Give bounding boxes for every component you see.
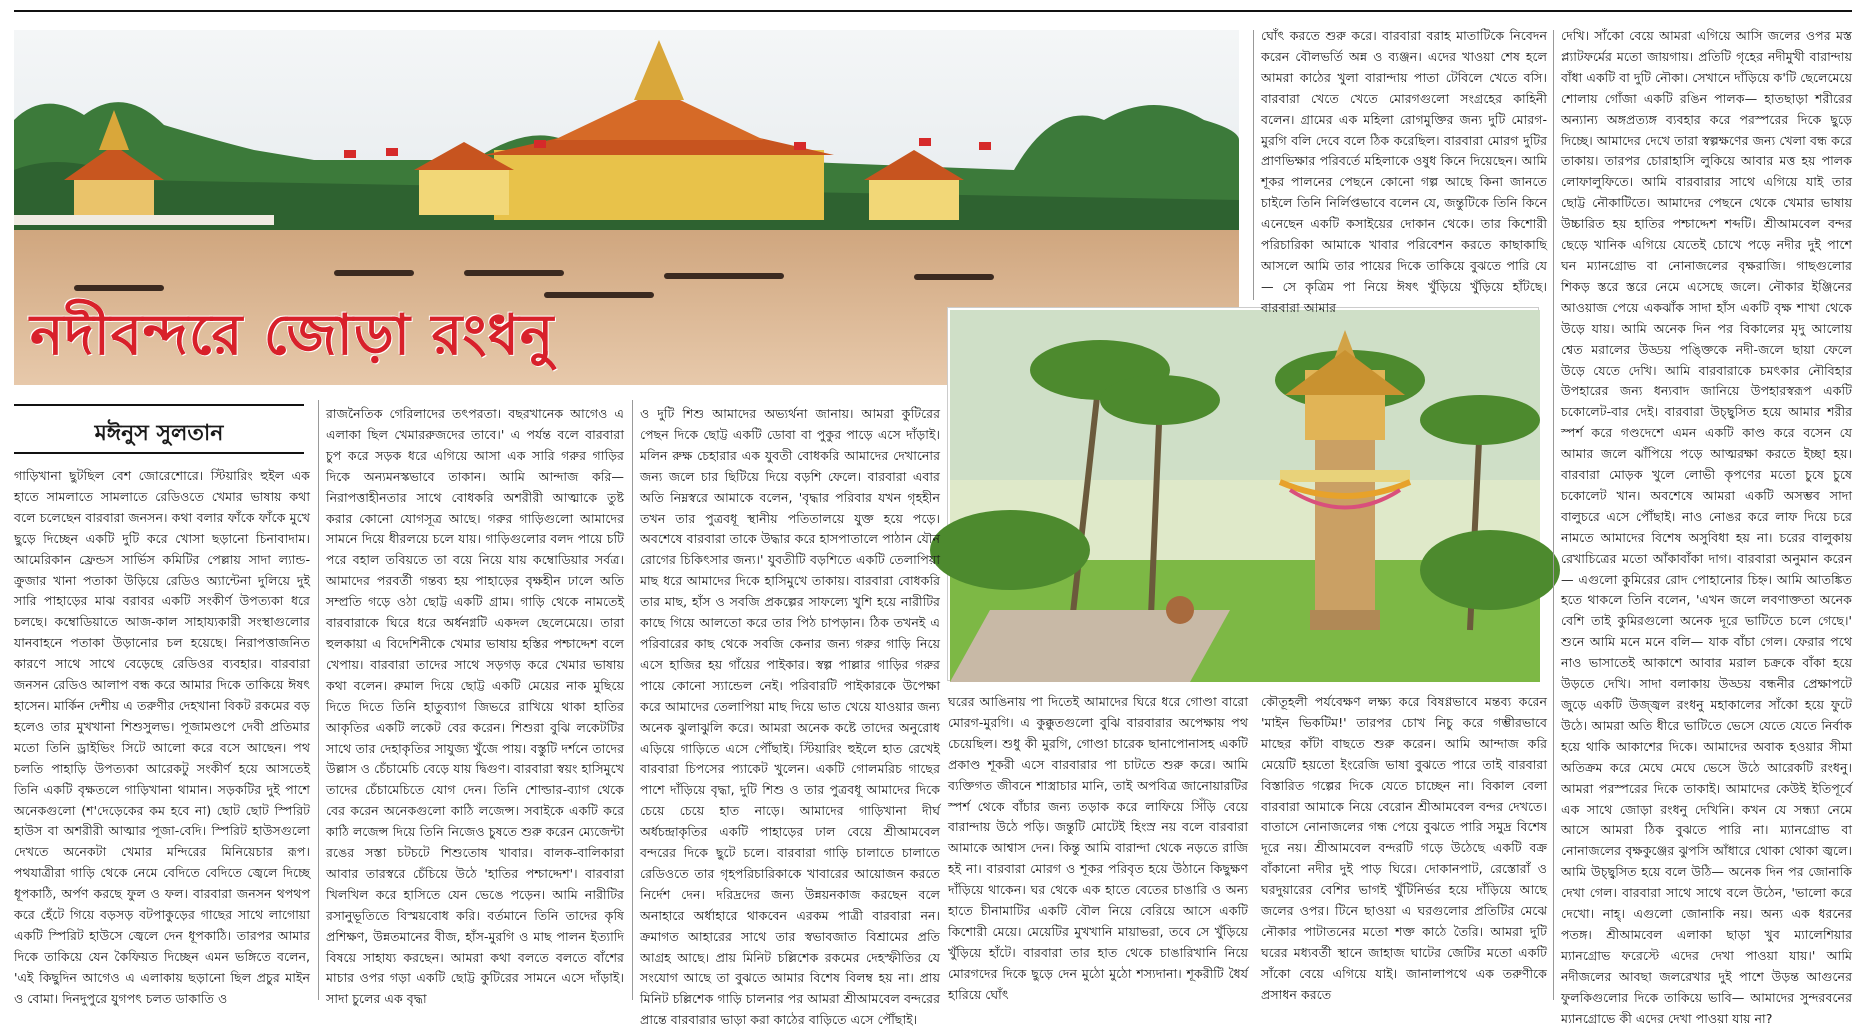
column-divider [1553, 30, 1554, 1000]
paragraph: গাড়িখানা ছুটছিল বেশ জোরেশোরে। স্টিয়ারিং হুইল এক হাতে সামলাতে সামলাতে রেডিওতে খেমার ভাষায় কথা বলে চলেছেন বারবারা জনসন। কথা বলার ফাঁকে ফাঁকে মুখে ছুড়ে দিচ্ছেন একটি দুটি করে খোসা ছড়ানো চিনাবাদাম। আমেরিকান ফ্রেন্ডস সার্ভিস কমিটির পেল্লায় সাদা ল্যান্ড-ক্রুজার খানা পতাকা উড়িয়ে রেডিও অ্যান্টেনা দুলিয়ে দুই সারি পাহাড়ের মাঝ বরাবর একটি সংকীর্ণ উপত্যকা ধরে চলছে। কম্বোডিয়াতে আজ-কাল সাহায্যকারী সংস্থাগুলোর যানবাহনে পতাকা উড়ানোর চল হয়েছে। নিরাপত্তাজনিত কারণে সাথে সাথে বেড়েছে রেডিওর ব্যবহার। বারবারা জনসন রেডিও আলাপ বন্ধ করে আমার দিকে তাকিয়ে ঈষৎ হাসেন। মার্কিন দেশীয় এ তরুণীর দেহখানা বিকট রকমের বড় হলেও তার মুখখানা শিশুসুলভ। পূজামণ্ডপে দেবী প্রতিমার মতো তিনি ড্রাইভিং সিটে আলো করে বসে আছেন। পথ চলতি পাহাড়ি উপত্যকা আরেকটু সংকীর্ণ হয়ে আসতেই তিনি একটি বৃক্ষতলে গাড়িখানা থামান। সড়কটির দুই পাশে অনেকগুলো (শ'দেড়েকের কম হবে না) ছোট ছোট স্পিরিট হাউস বা অশরীরী আত্মার পূজা-বেদি। স্পিরিট হাউসগুলো দেখতে অনেকটা খেমার মন্দিরের মিনিয়েচার রূপ। পথযাত্রীরা গাড়ি থেকে নেমে বেদিতে বেদিতে জ্বেলে দিচ্ছে ধূপকাঠি, অর্পণ করছে ফুল ও ফল। বারবারা জনসন থপথপ করে হেঁটে গিয়ে বড়সড় বটপাকুড়ের গাছের সাথে লাগোয়া একটি স্পিরিট হাউসে জ্বেলে দেন ধূপকাঠি। তারপর আমার দিকে তাকিয়ে যেন কৈফিয়ত দিচ্ছেন এমন ভঙ্গিতে বলেন, 'এই কিছুদিন আগেও এ এলাকায় ছড়ানো ছিল প্রচুর মাইন ও বোমা। দিনদুপুরে যুগপৎ চলত ডাকাতি ও [14, 468, 310, 1006]
article-column-3 [640, 404, 940, 1028]
byline: মঈনুস সুলতান [94, 421, 224, 446]
article-column-4 [948, 692, 1248, 1000]
column-divider [318, 400, 319, 1000]
paragraph: দেখি। সাঁকো বেয়ে আমরা এগিয়ে আসি জলের ওপর মস্ত প্ল্যাটফর্মের মতো জায়গায়। প্রতিটি গৃহের নদীমুখী বারান্দায় বাঁধা একটি বা দুটি নৌকা। সেখানে দাঁড়িয়ে ক'টি ছেলেমেয়ে শোলায় গোঁজা একটি রঙিন পালক— হাতছাড়া শরীরের অন্যান্য অঙ্গপ্রত্যঙ্গ ব্যবহার করে পরস্পরের দিকে ছুড়ে দিচ্ছে। আমাদের দেখে তারা স্বল্পক্ষণের জন্য খেলা বন্ধ করে তাকায়। তারপর চোরাহাসি লুকিয়ে আবার মত্ত হয় পালক লোফালুফিতে। আমি বারবারার সাথে এগিয়ে যাই তার ছোট্ট নৌকাটিতে। আমাদের পেছনে থেকে খেমার ভাষায় উচ্চারিত হয় হাতির পশ্চাদ্দেশ শব্দটি। শ্রীআমবেল বন্দর ছেড়ে খানিক এগিয়ে যেতেই চোখে পড়ে নদীর দুই পাশে ঘন ম্যানগ্রোভ বা নোনাজলের বৃক্ষরাজি। গাছগুলোর শিকড় স্তরে স্তরে নেমে এসেছে জলে। নৌকার ইঞ্জিনের আওয়াজ পেয়ে একঝাঁক সাদা হাঁস একটি বৃক্ষ শাখা থেকে উড়ে যায়। আমি অনেক দিন পর বিকালের মৃদু আলোয় শ্বেত মরালের উড্ডয় পঙ্ক্তিকে নদী-জলে ছায়া ফেলে উড়ে যেতে দেখি। আমি বারবারাকে চমৎকার নৌবিহার উপহারের জন্য ধন্যবাদ জানিয়ে উপহারস্বরূপ একটি চকোলেট-বার দেই। বারবারা উচ্ছ্বসিত হয়ে আমার শরীর স্পর্শ করে গণ্ডদেশে এমন একটি কাণ্ড করে বসেন যে আমার জলে ঝাঁপিয়ে পড়ে আত্মরক্ষা করতে ইচ্ছা হয়। বারবারা মোড়ক খুলে লোভী কৃপণের মতো চুষে চুষে চকোলেট খান। অবশেষে আমরা একটি অসম্ভব সাদা বালুচরে এসে পৌঁছাই। নাও নোঙর করে লাফ দিয়ে চরে নামতে আমাদের বিশেষ অসুবিধা হয় না। চরের বালুকায় রেখাচিত্রের মতো আঁকাবাঁকা দাগ। বারবারা অনুমান করেন— এগুলো কুমিরের রোদ পোহানোর চিহ্ন। আমি আতঙ্কিত হতে থাকলে তিনি বলেন, 'এখন জলে লবণাক্ততা অনেক বেশি তাই কুমিরগুলো অনেক দূরে ভাটিতে চলে গেছে।' শুনে আমি মনে মনে বলি— যাক বাঁচা গেল। ফেরার পথে নাও ভাসাতেই আকাশে আবার মরাল চক্রকে বাঁকা হয়ে উড়তে দেখি। সাদা বলাকায় উড্ডয় বন্ধনীর প্রেক্ষাপটে জুড়ে একটি উজ্জ্বল রংধনু মহাকালের সাঁকো হয়ে ফুটে উঠে। আমরা অতি ধীরে ভাটিতে ভেসে যেতে যেতে নির্বাক হয়ে থাকি আকাশের দিকে। আমাদের অবাক হওয়ার সীমা অতিক্রম করে মেঘে মেঘে ভেসে উঠে আরেকটি রংধনু। আমরা পরস্পরের দিকে তাকাই। আমাদের কেউই ইতিপূর্বে এক সাথে জোড়া রংধনু দেখিনি। কখন যে সন্ধ্যা নেমে আসে আমরা ঠিক বুঝতে পারি না। ম্যানগ্রোভ বা নোনাজলের বৃক্ষকুঞ্জের ঝুপসি আঁধারে থোকা থোকা জ্বলে। আমি উচ্ছ্বসিত হয়ে বলে উঠি— অনেক দিন পর জোনাকি দেখা গেল। বারবারা সাথে সাথে বলে উঠেন, 'ভালো করে দেখো। নাহ্। এগুলো জোনাকি নয়। অন্য এক ধরনের পতঙ্গ। শ্রীআমবেল এলাকা ছাড়া খুব ম্যালেশিয়ার ম্যানগ্রোভ ফরেস্টে এদের দেখা পাওয়া যায়।' আমি নদীজলের আবছা জলরেখার দুই পাশে উড়ন্ত আগুনের ফুলকিগুলোর দিকে তাকিয়ে ভাবি— আমাদের সুন্দরবনের ম্যানগ্রোভে কী এদের দেখা পাওয়া যায় না? [1561, 28, 1852, 1026]
byline-top-rule [14, 404, 304, 406]
paragraph: ঘরের আঙিনায় পা দিতেই আমাদের ঘিরে ধরে গোণ্ডা বারো মোরগ-মুরগি। এ কুক্কুতগুলো বুঝি বারবারার অপেক্ষায় পথ চেয়েছিল। শুধু কী মুরগি, গোণ্ডা চারেক ছানাপোনাসহ একটি প্রকাণ্ড শূকরী এসে বারবারার পা চাটতে শুরু করে। আমি ব্যক্তিগত জীবনে শাস্ত্রাচার মানি, তাই অপবিত্র জানোয়ারটির স্পর্শ থেকে বাঁচার জন্য তড়াক করে লাফিয়ে সিঁড়ি বেয়ে বারান্দায় উঠে পড়ি। জন্তুটি মোটেই হিংস্র নয় বলে বারবারা আমাকে আশ্বাস দেন। কিন্তু আমি বারান্দা থেকে নড়তে রাজি হই না। বারবারা মোরগ ও শূকর পরিবৃত হয়ে উঠানে কিছুক্ষণ দাঁড়িয়ে থাকেন। ঘর থেকে এক হাতে বেতের চাঙারি ও অন্য হাতে চীনামাটির একটি বৌল নিয়ে বেরিয়ে আসে একটি কিশোরী মেয়ে। মেয়েটির মুখখানি মায়াভরা, তবে সে খুঁড়িয়ে খুঁড়িয়ে হাঁটে। বারবারা তার হাত থেকে চাঙারিখানি নিয়ে মোরগদের দিকে ছুড়ে দেন মুঠো মুঠো শস্যদানা। শূকরীটি ধৈর্য হারিয়ে ঘোঁৎ [948, 694, 1248, 1002]
spirit-house-photo [948, 308, 1538, 680]
article-column-2 [326, 404, 624, 1007]
article-column-6 [1561, 26, 1852, 1026]
article-column-5-bottom [1261, 692, 1547, 1000]
column-divider [1253, 30, 1254, 300]
paragraph: রাজনৈতিক গেরিলাদের তৎপরতা। বছরখানেক আগেও এ এলাকা ছিল খেমাররুজদের তাবে।' এ পর্যন্ত বলে বারবারা চুপ করে সড়ক ধরে এগিয়ে আসা এক সারি গরুর গাড়ির দিকে অন্যমনস্কভাবে তাকান। আমি আন্দাজ করি— নিরাপত্তাহীনতার সাথে বোধকরি অশরীরী আত্মাকে তুষ্ট করার কোনো যোগসূত্র আছে। গরুর গাড়িগুলো আমাদের সামনে দিয়ে ধীরলয়ে চলে যায়। গাড়িগুলোর বলদ পায়ে চটি পরে বহাল তবিয়তে তা বয়ে নিয়ে যায় কম্বোডিয়ার সর্বত্র। আমাদের পরবর্তী গন্তব্য হয় পাহাড়ের বৃক্ষহীন ঢালে অতি সম্প্রতি গড়ে ওঠা ছোট্ট একটি গ্রাম। গাড়ি থেকে নামতেই বারবারাকে ঘিরে ধরে অর্ধনগ্নটি একদল ছেলেমেয়ে। তারা হুলকায়া এ বিদেশিনীকে খেমার ভাষায় হস্তির পশ্চাদ্দেশ বলে খেপায়। বারবারা তাদের সাথে সড়গড় করে খেমার ভাষায় কথা বলেন। রুমাল দিয়ে ছোট্ট একটি মেয়ের নাক মুছিয়ে দিতে দিতে তিনি হাতুব্যাগ জিভরে রাখিয়ে থাকা হাতির আকৃতির একটি লকেট বের করেন। শিশুরা বুঝি লকেটটির সাথে তার দেহাকৃতির সাযুজ্য খুঁজে পায়। বস্তুটি দর্শনে তাদের উল্লাস ও চেঁচামেচি বেড়ে যায় দ্বিগুণ। বারবারা স্বয়ং হাসিমুখে তাদের চেঁচামেচিতে যোগ দেন। তিনি শোল্ডার-ব্যাগ থেকে বের করেন অনেকগুলো কাঠি লজেন্স। সবাইকে একটি করে কাঠি লজেন্স দিয়ে তিনি নিজেও চুষতে শুরু করেন ম্যেজেন্টা রঙের সস্তা চটচটে শিশুতোষ খাবার। বালক-বালিকারা আবার তারস্বরে চেঁচিয়ে উঠে 'হাতির পশ্চাদ্দেশ'। বারবারা খিলখিল করে হাসিতে যেন ভেঙে পড়েন। আমি নারীটির রসানুভূতিতে বিস্ময়বোধ করি। বর্তমানে তিনি তাদের কৃষি প্রশিক্ষণ, উন্নতমানের বীজ, হাঁস-মুরগি ও মাছ পালন ইত্যাদি বিষয়ে সাহায্য করছেন। আমরা কথা বলতে বলতে বাঁশের মাচার ওপর গড়া একটি ছোট্ট কুটিরের সামনে এসে দাঁড়াই। সাদা চুলের এক বৃদ্ধা [326, 406, 624, 1007]
paragraph: ঘোঁৎ করতে শুরু করে। বারবারা বরাহ মাতাটিকে নিবেদন করেন বৌলভর্তি অন্ন ও ব্যঞ্জন। এদের খাওয়া শেষ হলে আমরা কাঠের খুলা বারান্দায় পাতা টেবিলে খেতে বসি। বারবারা খেতে খেতে মোরগগুলো সংগ্রহের কাহিনী বলেন। গ্রামের এক মহিলা রোগমুক্তির জন্য দুটি মোরগ-মুরগি বলি দেবে বলে ঠিক করেছিল। বারবারা মোরগ দুটির প্রাণভিক্ষার পরিবর্তে মহিলাকে ওষুধ কিনে দিয়েছেন। আমি শূকর পালনের পেছনে কোনো গল্প আছে কিনা জানতে চাইলে তিনি নির্লিপ্তভাবে বলেন যে, জন্তুটিকে তিনি কিনে এনেছেন একটি কসাইয়ের দোকান থেকে। তার কিশোরী পরিচারিকা আমাকে খাবার পরিবেশন করতে কাছাকাছি আসলে আমি তার পায়ের দিকে তাকিয়ে বুঝতে পারি যে— সে কৃত্রিম পা নিয়ে ঈষৎ খুঁড়িয়ে খুঁড়িয়ে হাঁটছে। বারবারা আমার [1261, 28, 1547, 315]
column-divider [632, 400, 633, 1000]
paragraph: ও দুটি শিশু আমাদের অভ্যর্থনা জানায়। আমরা কুটিরের পেছন দিকে ছোট্ট একটি ডোবা বা পুকুর পাড়ে এসে দাঁড়াই। মলিন রুক্ষ চেহারার এক যুবতী বোধকরি আমাদের দেখানোর জন্য জলে চার ছিটিয়ে দিয়ে বড়শি ফেলে। বারবারা এবার অতি নিম্নস্বরে আমাকে বলেন, 'বৃদ্ধার পরিবার যখন গৃহহীন তখন তার পুত্রবধূ স্থানীয় পতিতালয়ে যুক্ত হয়ে পড়ে। অবশেষে বারবারা তাকে উদ্ধার করে হাসপাতালে পাঠান যৌন রোগের চিকিৎসার জন্য।' যুবতীটি বড়শিতে একটি তেলাপিয়া মাছ ধরে আমাদের দিকে হাসিমুখে তাকায়। বারবারা বোধকরি তার মাছ, হাঁস ও সবজি প্রকল্পের সাফল্যে খুশি হয়ে নারীটির কাছে গিয়ে আলতো করে তার পিঠ চাপড়ান। ঠিক তখনই এ পরিবারের কাছ থেকে সবজি কেনার জন্য গরুর গাড়ি নিয়ে এসে হাজির হয় গাঁয়ের পাইকার। স্বল্প পাল্লার গাড়ির গরুর পায়ে কোনো স্যান্ডেল নেই। পরিবারটি পাইকারকে উপেক্ষা করে আমাদের তেলাপিয়া মাছ দিয়ে ভাত খেয়ে যাওয়ার জন্য অনেক ঝুলাঝুলি করে। আমরা অনেক কষ্টে তাদের অনুরোধ এড়িয়ে গাড়িতে এসে পৌঁছাই। স্টিয়ারিং হুইলে হাত রেখেই বারবারা চিপসের প্যাকেট খুলেন। একটি গোলমরিচ গাছের পাশে দাঁড়িয়ে বৃদ্ধা, দুটি শিশু ও তার পুত্রবধূ আমাদের দিকে চেয়ে চেয়ে হাত নাড়ে। আমাদের গাড়িখানা দীর্ঘ অর্ধচন্দ্রাকৃতির একটি পাহাড়ের ঢাল বেয়ে শ্রীআমবেল বন্দরের দিকে ছুটে চলে। বারবারা গাড়ি চালাতে চালাতে রেডিওতে তার গৃহপরিচারিকাকে খাবারের আয়োজন করতে নির্দেশ দেন। দরিদ্রদের জন্য উন্নয়নকাজ করছেন বলে অনাহারে অর্ধাহারে থাকবেন এরকম পাত্রী বারবারা নন। ক্রমাগত আহারের সাথে তার স্বভাবজাত বিশ্রামের প্রতি আগ্রহ আছে। প্রায় মিনিট চল্লিশেক রকমের দেহস্ফীতির যে সংযোগ আছে তা বুঝতে আমার বিশেষ বিলম্ব হয় না। প্রায় মিনিট চল্লিশেক গাড়ি চালনার পর আমরা শ্রীআমবেল বন্দরের প্রান্তে বারবারার ভাড়া করা কাঠের বাড়িতে এসে পৌঁছাই। [640, 406, 940, 1028]
byline-bottom-rule [14, 452, 304, 454]
article-column-1 [14, 466, 310, 1006]
headline: নদীবন্দরে জোড়া রংধনু [30, 302, 555, 368]
paragraph: কৌতূহলী পর্যবেক্ষণ লক্ষ্য করে বিষণ্ণভাবে মন্তব্য করেন 'মাইন ভিকটিম!' তারপর চোখ নিচু করে গম্ভীরভাবে মাছের কাঁটা বাছতে শুরু করেন। আমি আন্দাজ করি মেয়েটি হয়তো ইংরেজি ভাষা বুঝতে পারে তাই বারবারা বিস্তারিত গল্পের দিকে যেতে চাচ্ছেন না। বিকাল বেলা বারবারা আমাকে নিয়ে বেরোন শ্রীআমবেল বন্দর দেখতে। বাতাসে নোনাজলের গন্ধ পেয়ে বুঝতে পারি সমুদ্র বিশেষ দূরে নয়। শ্রীআমবেল বন্দরটি গড়ে উঠেছে একটি বক্র বাঁকানো নদীর দুই পাড় ঘিরে। দোকানপাট, রেস্তোরাঁ ও ঘরদুয়ারের বেশির ভাগই খুঁটিনির্ভর হয়ে দাঁড়িয়ে আছে জলের ওপর। টিনে ছাওয়া এ ঘরগুলোর প্রতিটির মেঝে নৌকার পাটাতনের মতো শক্ত কাঠে তৈরি। আমরা দুটি ঘরের মধ্যবর্তী স্থানে জাহাজ ঘাটের জেটির মতো একটি সাঁকো বেয়ে এগিয়ে যাই। জানালাপথে এক তরুণীকে প্রসাধন করতে [1261, 694, 1547, 1002]
top-rule [14, 10, 1852, 12]
article-column-5-top [1261, 26, 1547, 315]
